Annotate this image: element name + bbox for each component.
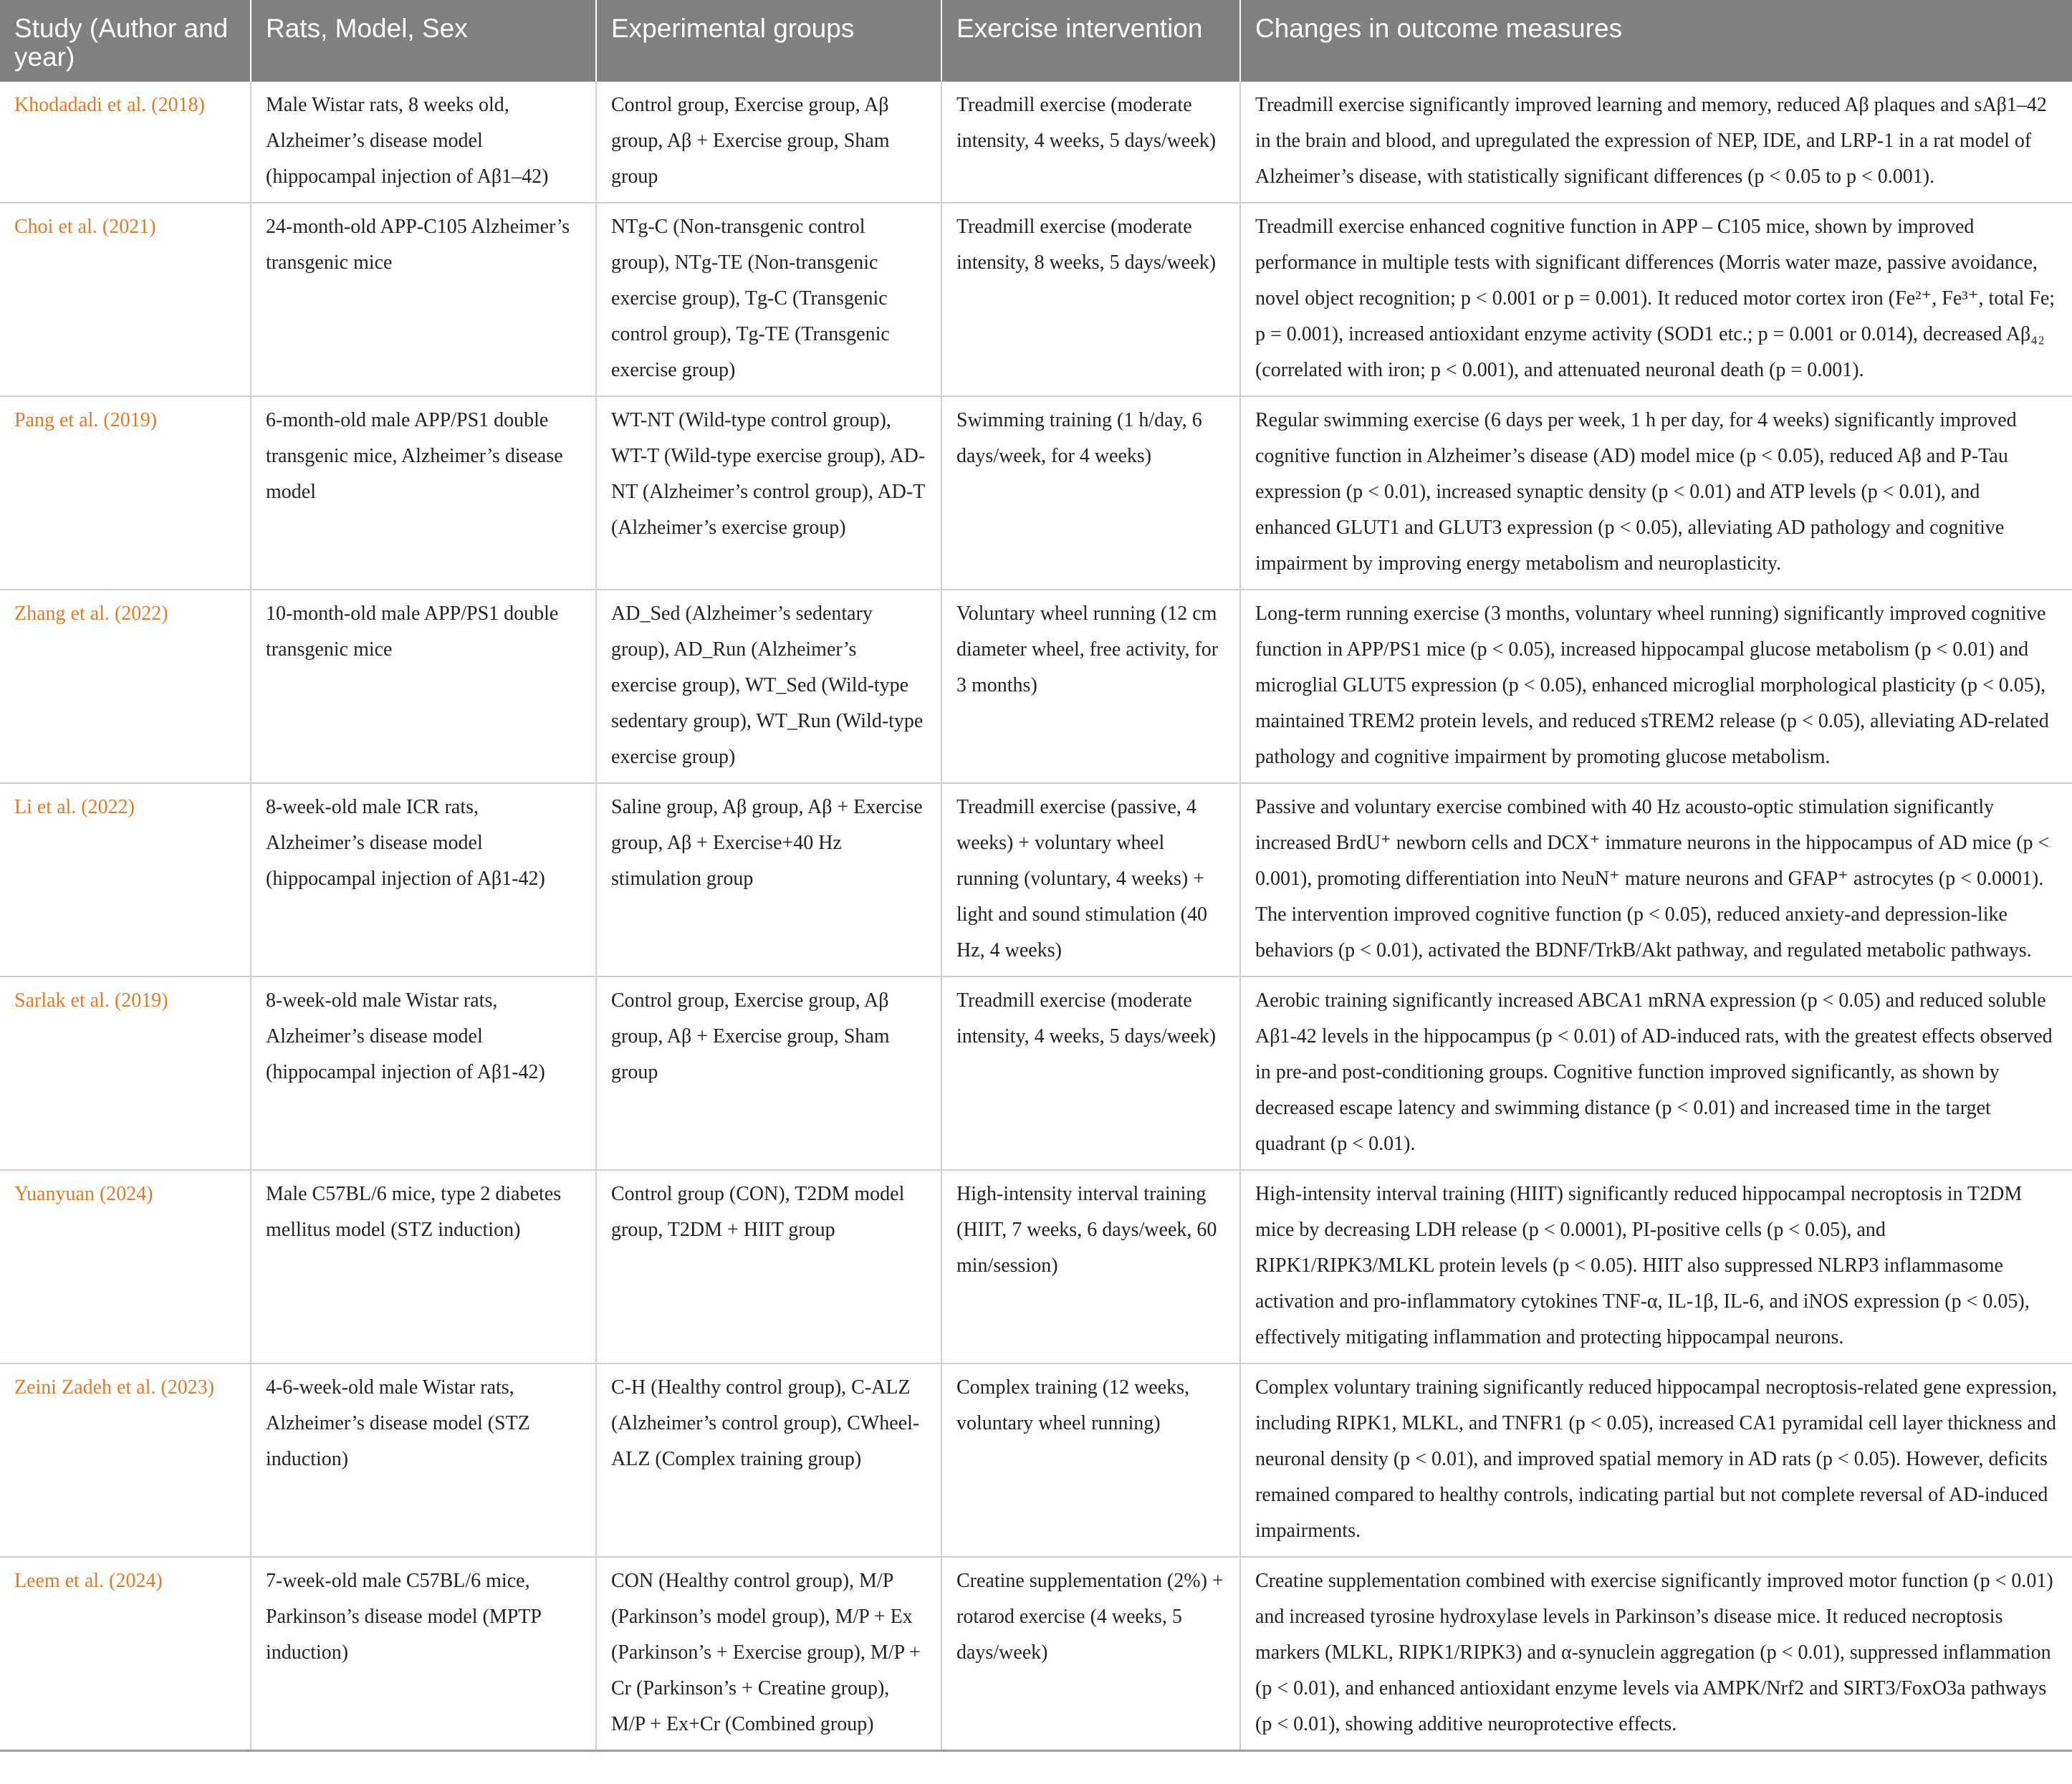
table-row (0, 203, 2072, 396)
outcomes-cell: Long-term running exercise (3 months, voluntary wheel running) significantly improved cognitive function in APP/PS1 mice (p < 0.05), increased hippocampal glucose metabolism (p < 0.01) and microglial GLUT5 expression (p < 0.05), enhanced microglial morphological plasticity (p < 0.05), maintained TREM2 protein levels, and reduced sTREM2 release (p < 0.05), alleviating AD-related pathology and cognitive impairment by promoting glucose metabolism. (1240, 590, 2072, 783)
groups-cell: AD_Sed (Alzheimer’s sedentary group), AD_Run (Alzheimer’s exercise group), WT_Sed (Wild-type sedentary group), WT_Run (Wild-type exercise group) (596, 590, 941, 783)
study-link[interactable]: Khodadadi et al. (2018) (0, 82, 251, 203)
model-cell: Male Wistar rats, 8 weeks old, Alzheimer’s disease model (hippocampal injection of Aβ1–42) (251, 82, 596, 203)
header-study: Study (Author and year) (0, 0, 251, 82)
outcomes-cell: Creatine supplementation combined with exercise significantly improved motor function (p < 0.01) and increased tyrosine hydroxylase levels in Parkinson’s disease mice. It reduced necroptosis markers (MLKL, RIPK1/RIPK3) and α-synuclein aggregation (p < 0.01), suppressed inflammation (p < 0.01), and enhanced antioxidant enzyme levels via AMPK/Nrf2 and SIRT3/FoxO3a pathways (p < 0.01), showing additive neuroprotective effects. (1240, 1557, 2072, 1751)
study-link[interactable]: Sarlak et al. (2019) (0, 977, 251, 1170)
model-cell: 8-week-old male ICR rats, Alzheimer’s disease model (hippocampal injection of Aβ1-42) (251, 783, 596, 977)
outcomes-cell: Treadmill exercise enhanced cognitive function in APP – C105 mice, shown by improved performance in multiple tests with significant differences (Morris water maze, passive avoidance, novel object recognition; p < 0.001 or p = 0.001). It reduced motor cortex iron (Fe²⁺, Fe³⁺, total Fe; p = 0.001), increased antioxidant enzyme activity (SOD1 etc.; p = 0.001 or 0.014), decreased Aβ₄₂ (correlated with iron; p < 0.001), and attenuated neuronal death (p = 0.001). (1240, 203, 2072, 396)
table-row (0, 783, 2072, 977)
intervention-cell: Voluntary wheel running (12 cm diameter wheel, free activity, for 3 months) (941, 590, 1240, 783)
outcomes-cell: Complex voluntary training significantly reduced hippocampal necroptosis-related gene expression, including RIPK1, MLKL, and TNFR1 (p < 0.05), increased CA1 pyramidal cell layer thickness and neuronal density (p < 0.01), and improved spatial memory in AD rats (p < 0.05). However, deficits remained compared to healthy controls, indicating partial but not complete reversal of AD-induced impairments. (1240, 1363, 2072, 1557)
model-cell: 8-week-old male Wistar rats, Alzheimer’s disease model (hippocampal injection of Aβ1-42) (251, 977, 596, 1170)
study-link[interactable]: Li et al. (2022) (0, 783, 251, 977)
study-link[interactable]: Zeini Zadeh et al. (2023) (0, 1363, 251, 1557)
model-cell: Male C57BL/6 mice, type 2 diabetes mellitus model (STZ induction) (251, 1170, 596, 1363)
intervention-cell: High-intensity interval training (HIIT, 7 weeks, 6 days/week, 60 min/session) (941, 1170, 1240, 1363)
intervention-cell: Treadmill exercise (passive, 4 weeks) + voluntary wheel running (voluntary, 4 weeks) + light and sound stimulation (40 Hz, 4 weeks) (941, 783, 1240, 977)
study-link[interactable]: Leem et al. (2024) (0, 1557, 251, 1751)
model-cell: 4-6-week-old male Wistar rats, Alzheimer’s disease model (STZ induction) (251, 1363, 596, 1557)
model-cell: 24-month-old APP-C105 Alzheimer’s transgenic mice (251, 203, 596, 396)
table-row (0, 396, 2072, 590)
table-row (0, 1557, 2072, 1751)
outcomes-cell: Treadmill exercise significantly improved learning and memory, reduced Aβ plaques and sAβ1–42 in the brain and blood, and upregulated the expression of NEP, IDE, and LRP-1 in a rat model of Alzheimer’s disease, with statistically significant differences (p < 0.05 to p < 0.001). (1240, 82, 2072, 203)
groups-cell: CON (Healthy control group), M/P (Parkinson’s model group), M/P + Ex (Parkinson’s + Exercise group), M/P + Cr (Parkinson’s + Creatine group), M/P + Ex+Cr (Combined group) (596, 1557, 941, 1751)
intervention-cell: Swimming training (1 h/day, 6 days/week, for 4 weeks) (941, 396, 1240, 590)
header-row (0, 0, 2072, 82)
header-intervention: Exercise intervention (941, 0, 1240, 82)
model-cell: 6-month-old male APP/PS1 double transgenic mice, Alzheimer’s disease model (251, 396, 596, 590)
study-link[interactable]: Yuanyuan (2024) (0, 1170, 251, 1363)
groups-cell: WT-NT (Wild-type control group), WT-T (Wild-type exercise group), AD-NT (Alzheimer’s control group), AD-T (Alzheimer’s exercise group) (596, 396, 941, 590)
header-model: Rats, Model, Sex (251, 0, 596, 82)
intervention-cell: Creatine supplementation (2%) + rotarod exercise (4 weeks, 5 days/week) (941, 1557, 1240, 1751)
outcomes-cell: Passive and voluntary exercise combined with 40 Hz acousto-optic stimulation significantly increased BrdU⁺ newborn cells and DCX⁺ immature neurons in the hippocampus of AD mice (p < 0.001), promoting differentiation into NeuN⁺ mature neurons and GFAP⁺ astrocytes (p < 0.0001). The intervention improved cognitive function (p < 0.05), reduced anxiety-and depression-like behaviors (p < 0.01), activated the BDNF/TrkB/Akt pathway, and regulated metabolic pathways. (1240, 783, 2072, 977)
table-row (0, 1170, 2072, 1363)
model-cell: 7-week-old male C57BL/6 mice, Parkinson’s disease model (MPTP induction) (251, 1557, 596, 1751)
intervention-cell: Treadmill exercise (moderate intensity, 4 weeks, 5 days/week) (941, 82, 1240, 203)
table-row (0, 82, 2072, 203)
model-cell: 10-month-old male APP/PS1 double transgenic mice (251, 590, 596, 783)
outcomes-cell: High-intensity interval training (HIIT) significantly reduced hippocampal necroptosis in T2DM mice by decreasing LDH release (p < 0.0001), PI-positive cells (p < 0.05), and RIPK1/RIPK3/MLKL protein levels (p < 0.05). HIIT also suppressed NLRP3 inflammasome activation and pro-inflammatory cytokines TNF-α, IL-1β, IL-6, and iNOS expression (p < 0.05), effectively mitigating inflammation and protecting hippocampal neurons. (1240, 1170, 2072, 1363)
groups-cell: C-H (Healthy control group), C-ALZ (Alzheimer’s control group), CWheel-ALZ (Complex training group) (596, 1363, 941, 1557)
outcomes-cell: Aerobic training significantly increased ABCA1 mRNA expression (p < 0.05) and reduced soluble Aβ1-42 levels in the hippocampus (p < 0.01) of AD-induced rats, with the greatest effects observed in pre-and post-conditioning groups. Cognitive function improved significantly, as shown by decreased escape latency and swimming distance (p < 0.01) and increased time in the target quadrant (p < 0.01). (1240, 977, 2072, 1170)
intervention-cell: Treadmill exercise (moderate intensity, 4 weeks, 5 days/week) (941, 977, 1240, 1170)
table-row (0, 977, 2072, 1170)
header-groups: Experimental groups (596, 0, 941, 82)
groups-cell: NTg-C (Non-transgenic control group), NTg-TE (Non-transgenic exercise group), Tg-C (Transgenic control group), Tg-TE (Transgenic exercise group) (596, 203, 941, 396)
study-link[interactable]: Choi et al. (2021) (0, 203, 251, 396)
study-link[interactable]: Pang et al. (2019) (0, 396, 251, 590)
groups-cell: Control group, Exercise group, Aβ group, Aβ + Exercise group, Sham group (596, 977, 941, 1170)
study-link[interactable]: Zhang et al. (2022) (0, 590, 251, 783)
groups-cell: Control group (CON), T2DM model group, T2DM + HIIT group (596, 1170, 941, 1363)
table-row (0, 590, 2072, 783)
intervention-cell: Treadmill exercise (moderate intensity, 8 weeks, 5 days/week) (941, 203, 1240, 396)
header-outcomes: Changes in outcome measures (1240, 0, 2072, 82)
groups-cell: Control group, Exercise group, Aβ group, Aβ + Exercise group, Sham group (596, 82, 941, 203)
table-row (0, 1363, 2072, 1557)
outcomes-cell: Regular swimming exercise (6 days per week, 1 h per day, for 4 weeks) significantly improved cognitive function in Alzheimer’s disease (AD) model mice (p < 0.05), reduced Aβ and P-Tau expression (p < 0.01), increased synaptic density (p < 0.01) and ATP levels (p < 0.01), and enhanced GLUT1 and GLUT3 expression (p < 0.05), alleviating AD pathology and cognitive impairment by improving energy metabolism and neuroplasticity. (1240, 396, 2072, 590)
intervention-cell: Complex training (12 weeks, voluntary wheel running) (941, 1363, 1240, 1557)
groups-cell: Saline group, Aβ group, Aβ + Exercise group, Aβ + Exercise+40 Hz stimulation group (596, 783, 941, 977)
